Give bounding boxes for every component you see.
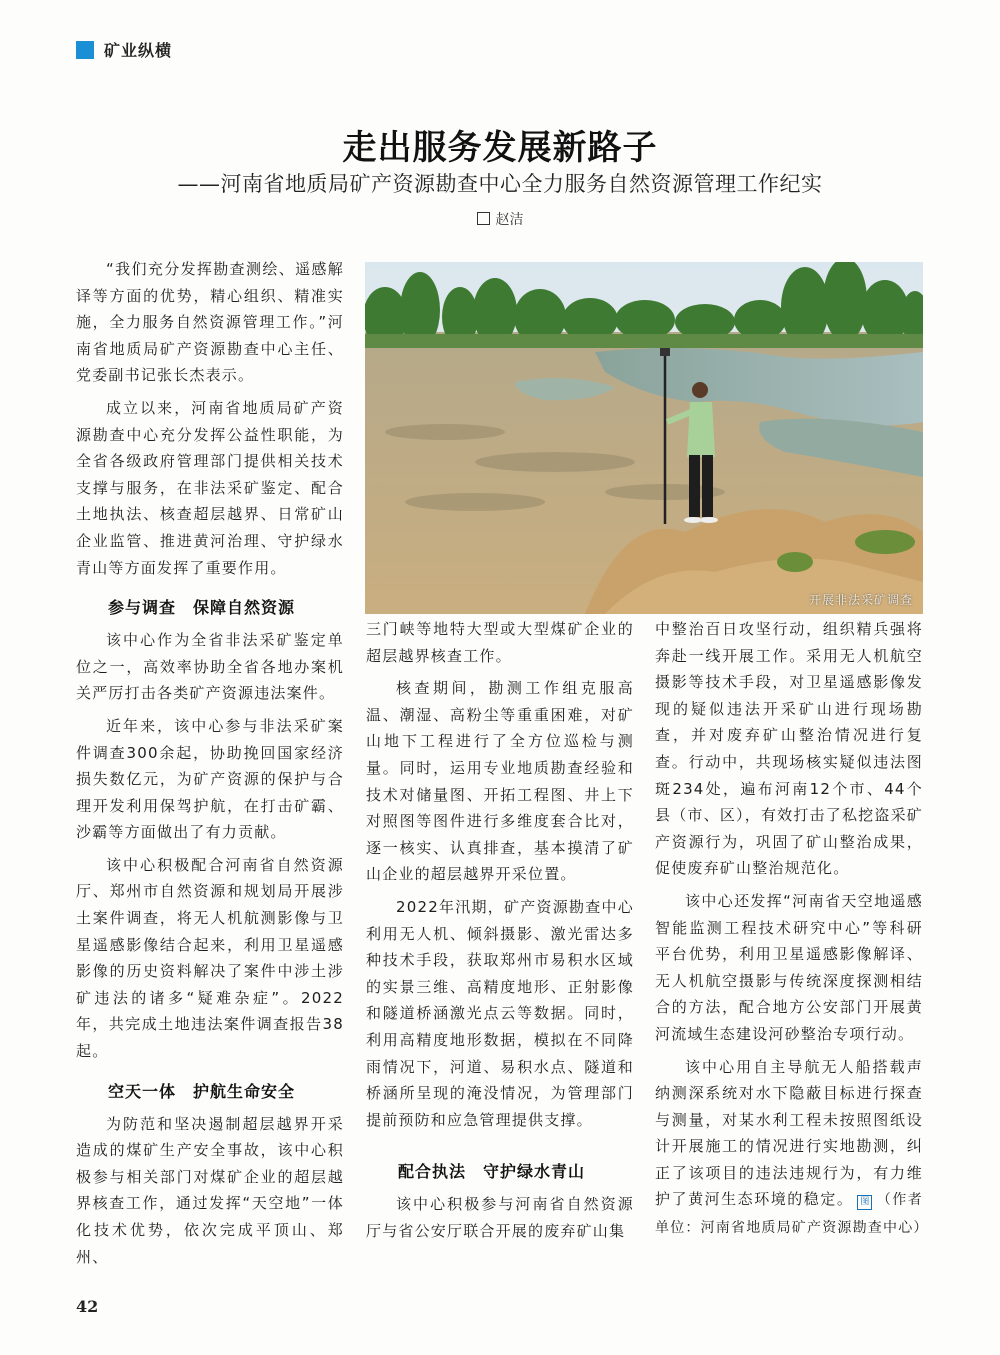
paragraph: 近年来，该中心参与非法采矿案件调查300余起，协助挽回国家经济损失数亿元，为矿产资源的保护与合理开发利用保驾护航，在打击矿霸、沙霸等方面做出了有力贡献。 bbox=[76, 716, 344, 842]
author-name: 赵洁 bbox=[495, 212, 524, 228]
section-heading: 空天一体 护航生命安全 bbox=[108, 1081, 296, 1101]
column-3 bbox=[655, 616, 929, 1248]
riverbed-survey-photo bbox=[365, 262, 923, 614]
end-mark-icon: 图 bbox=[857, 1195, 872, 1210]
paragraph: 成立以来，河南省地质局矿产资源勘查中心充分发挥公益性职能，为全省各级政府管理部门提供相关技术支撑与服务，在非法采矿鉴定、配合土地执法、核查超层越界、日常矿山企业监管、推进黄河治理、守护绿水青山等方面发挥了重要作用。 bbox=[76, 398, 344, 577]
section-marker-icon bbox=[76, 41, 94, 59]
section-tag bbox=[76, 38, 172, 61]
paragraph: 为防范和坚决遏制超层越界开采造成的煤矿生产安全事故，该中心积极参与相关部门对煤矿企业的超层越界核查工作，通过发挥“天空地”一体化技术优势，依次完成平顶山、郑州、 bbox=[76, 1114, 344, 1266]
column-1 bbox=[76, 256, 344, 1276]
paragraph: 该中心还发挥“河南省天空地遥感智能监测工程技术研究中心”等科研平台优势，利用卫星遥感影像解译、无人机航空摄影与传统深度探测相结合的方法，配合地方公安部门开展黄河流域生态建设河砂整治专项行动。 bbox=[655, 891, 923, 1043]
paragraph: “我们充分发挥勘查测绘、遥感解译等方面的优势，精心组织、精准实施，全力服务自然资源管理工作。”河南省地质局矿产资源勘查中心主任、党委副书记张长杰表示。 bbox=[76, 260, 344, 385]
paragraph: 该中心作为全省非法采矿鉴定单位之一，高效率协助全省各地办案机关严厉打击各类矿产资源违法案件。 bbox=[76, 631, 344, 703]
byline bbox=[0, 209, 1000, 229]
paragraph-continued: 中整治百日攻坚行动，组织精兵强将奔赴一线开展工作。采用无人机航空摄影等技术手段，对卫星遥感影像发现的疑似违法开采矿山进行现场勘查，并对废弃矿山整治情况进行复查。行动中，共现场核实疑似违法图斑234处，遍布河南12个市、44个县（市、区），有效打击了私挖盗采矿产资源行为，巩固了矿山整治成果，促使废弃矿山整治规范化。 bbox=[655, 620, 923, 878]
article-title: 走出服务发展新路子 bbox=[342, 128, 658, 168]
section-heading: 配合执法 守护绿水青山 bbox=[398, 1162, 586, 1182]
paragraph bbox=[655, 1054, 929, 1242]
paragraph: 核查期间，勘测工作组克服高温、潮湿、高粉尘等重重困难，对矿山地下工程进行了全方位巡检与测量。同时，运用专业地质勘查经验和技术对储量图、开拓工程图、井上下对照图等图件进行多维度套合比对，逐一核实、认真排查，基本摸清了矿山企业的超层越界开采位置。 bbox=[366, 679, 634, 884]
byline-square-icon bbox=[477, 212, 490, 225]
page-number: 42 bbox=[76, 1297, 99, 1316]
paragraph-text: 该中心用自主导航无人船搭载声纳测深系统对水下隐蔽目标进行探查与测量，对某水利工程未按照图纸设计开展施工的情况进行实地勘测，纠正了该项目的违法违规行为，有力维护了黄河生态环境的稳定。 bbox=[655, 1057, 923, 1209]
section-heading: 参与调查 保障自然资源 bbox=[108, 598, 296, 618]
article-subtitle: ——河南省地质局矿产资源勘查中心全力服务自然资源管理工作纪实 bbox=[177, 172, 823, 196]
paragraph: 2022年汛期，矿产资源勘查中心利用无人机、倾斜摄影、激光雷达多种技术手段，获取郑州市易积水区域的实景三维、高精度地形、正射影像和隧道桥涵激光点云等数据。同时，利用高精度地形数据，模拟在不同降雨情况下，河道、易积水点、隧道和桥涵所呈现的淹没情况，为管理部门提前预防和应急管理提供支撑。 bbox=[366, 897, 634, 1129]
paragraph: 该中心积极参与河南省自然资源厅与省公安厅联合开展的废弃矿山集 bbox=[366, 1195, 634, 1240]
paragraph-continued: 三门峡等地特大型或大型煤矿企业的超层越界核查工作。 bbox=[366, 620, 634, 665]
photo-caption: 开展非法采矿调查 bbox=[808, 593, 913, 607]
section-label: 矿业纵横 bbox=[104, 41, 173, 60]
author-affiliation: （作者单位：河南省地质局矿产资源勘查中心） bbox=[655, 1192, 929, 1237]
column-2 bbox=[366, 616, 634, 1250]
article-photo bbox=[365, 262, 923, 614]
paragraph: 该中心积极配合河南省自然资源厅、郑州市自然资源和规划局开展涉土案件调查，将无人机航测影像与卫星遥感影像结合起来，利用卫星遥感影像的历史资料解决了案件中涉土涉矿违法的诸多“疑难杂症”。2022年，共完成土地违法案件调查报告38起。 bbox=[76, 855, 344, 1061]
